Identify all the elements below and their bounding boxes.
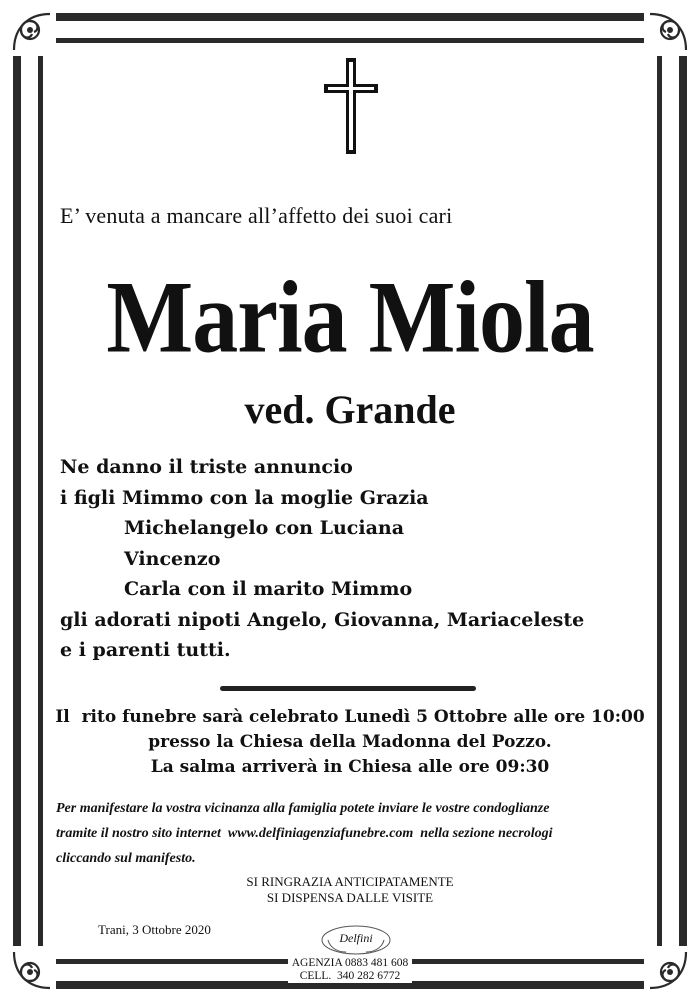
mourners-line: gli adorati nipoti Angelo, Giovanna, Mariaceleste [60, 608, 585, 631]
cross-icon [322, 56, 380, 156]
rite-line: presso la Chiesa della Madonna del Pozzo. [148, 732, 552, 752]
agency-contacts [0, 957, 700, 983]
condolences-line: cliccando sul manifesto. [56, 851, 196, 866]
mourners-list [60, 452, 660, 666]
condolences-note [56, 796, 656, 871]
rite-line: La salma arriverà in Chiesa alle ore 09:30 [150, 757, 550, 777]
funeral-rite-info [0, 705, 700, 780]
rite-line: Il rito funebre sarà celebrato Lunedì 5 Ottobre alle ore 10:00 [55, 707, 645, 727]
mourners-line: Carla con il marito Mimmo [124, 578, 413, 600]
mourners-line: Vincenzo [124, 547, 221, 570]
thanks-line: SI RINGRAZIA ANTICIPATAMENTE [246, 874, 454, 889]
deceased-name: Maria Miola [106, 259, 594, 375]
mourners-line: e i parenti tutti. [60, 639, 231, 661]
thanks-note [0, 874, 700, 906]
agency-line: CELL. 340 282 6772 [299, 970, 401, 982]
mourners-line: Ne danno il triste annuncio [60, 456, 353, 478]
corner-ornament-icon [644, 8, 692, 56]
place-date: Trani, 3 Ottobre 2020 [98, 922, 211, 937]
widow-of: ved. Grande [244, 387, 456, 432]
condolences-line: Per manifestare la vostra vicinanza alla famiglia potete inviare le vostre condoglianze [56, 801, 550, 816]
condolences-line: tramite il nostro sito internet www.delfiniagenziafunebre.com nella sezione necrologi [56, 826, 553, 841]
mourners-line: Michelangelo con Luciana [124, 517, 405, 539]
intro-text: E’ venuta a mancare all’affetto dei suoi cari [60, 203, 453, 228]
mourners-line: i figli Mimmo con la moglie Grazia [60, 486, 429, 509]
laurel-logo-icon [318, 924, 394, 956]
divider [220, 686, 476, 691]
thanks-line: SI DISPENSA DALLE VISITE [266, 890, 434, 905]
corner-ornament-icon [8, 8, 56, 56]
logo-text: Delfini [339, 931, 373, 945]
agency-line: AGENZIA 0883 481 608 [291, 957, 409, 969]
